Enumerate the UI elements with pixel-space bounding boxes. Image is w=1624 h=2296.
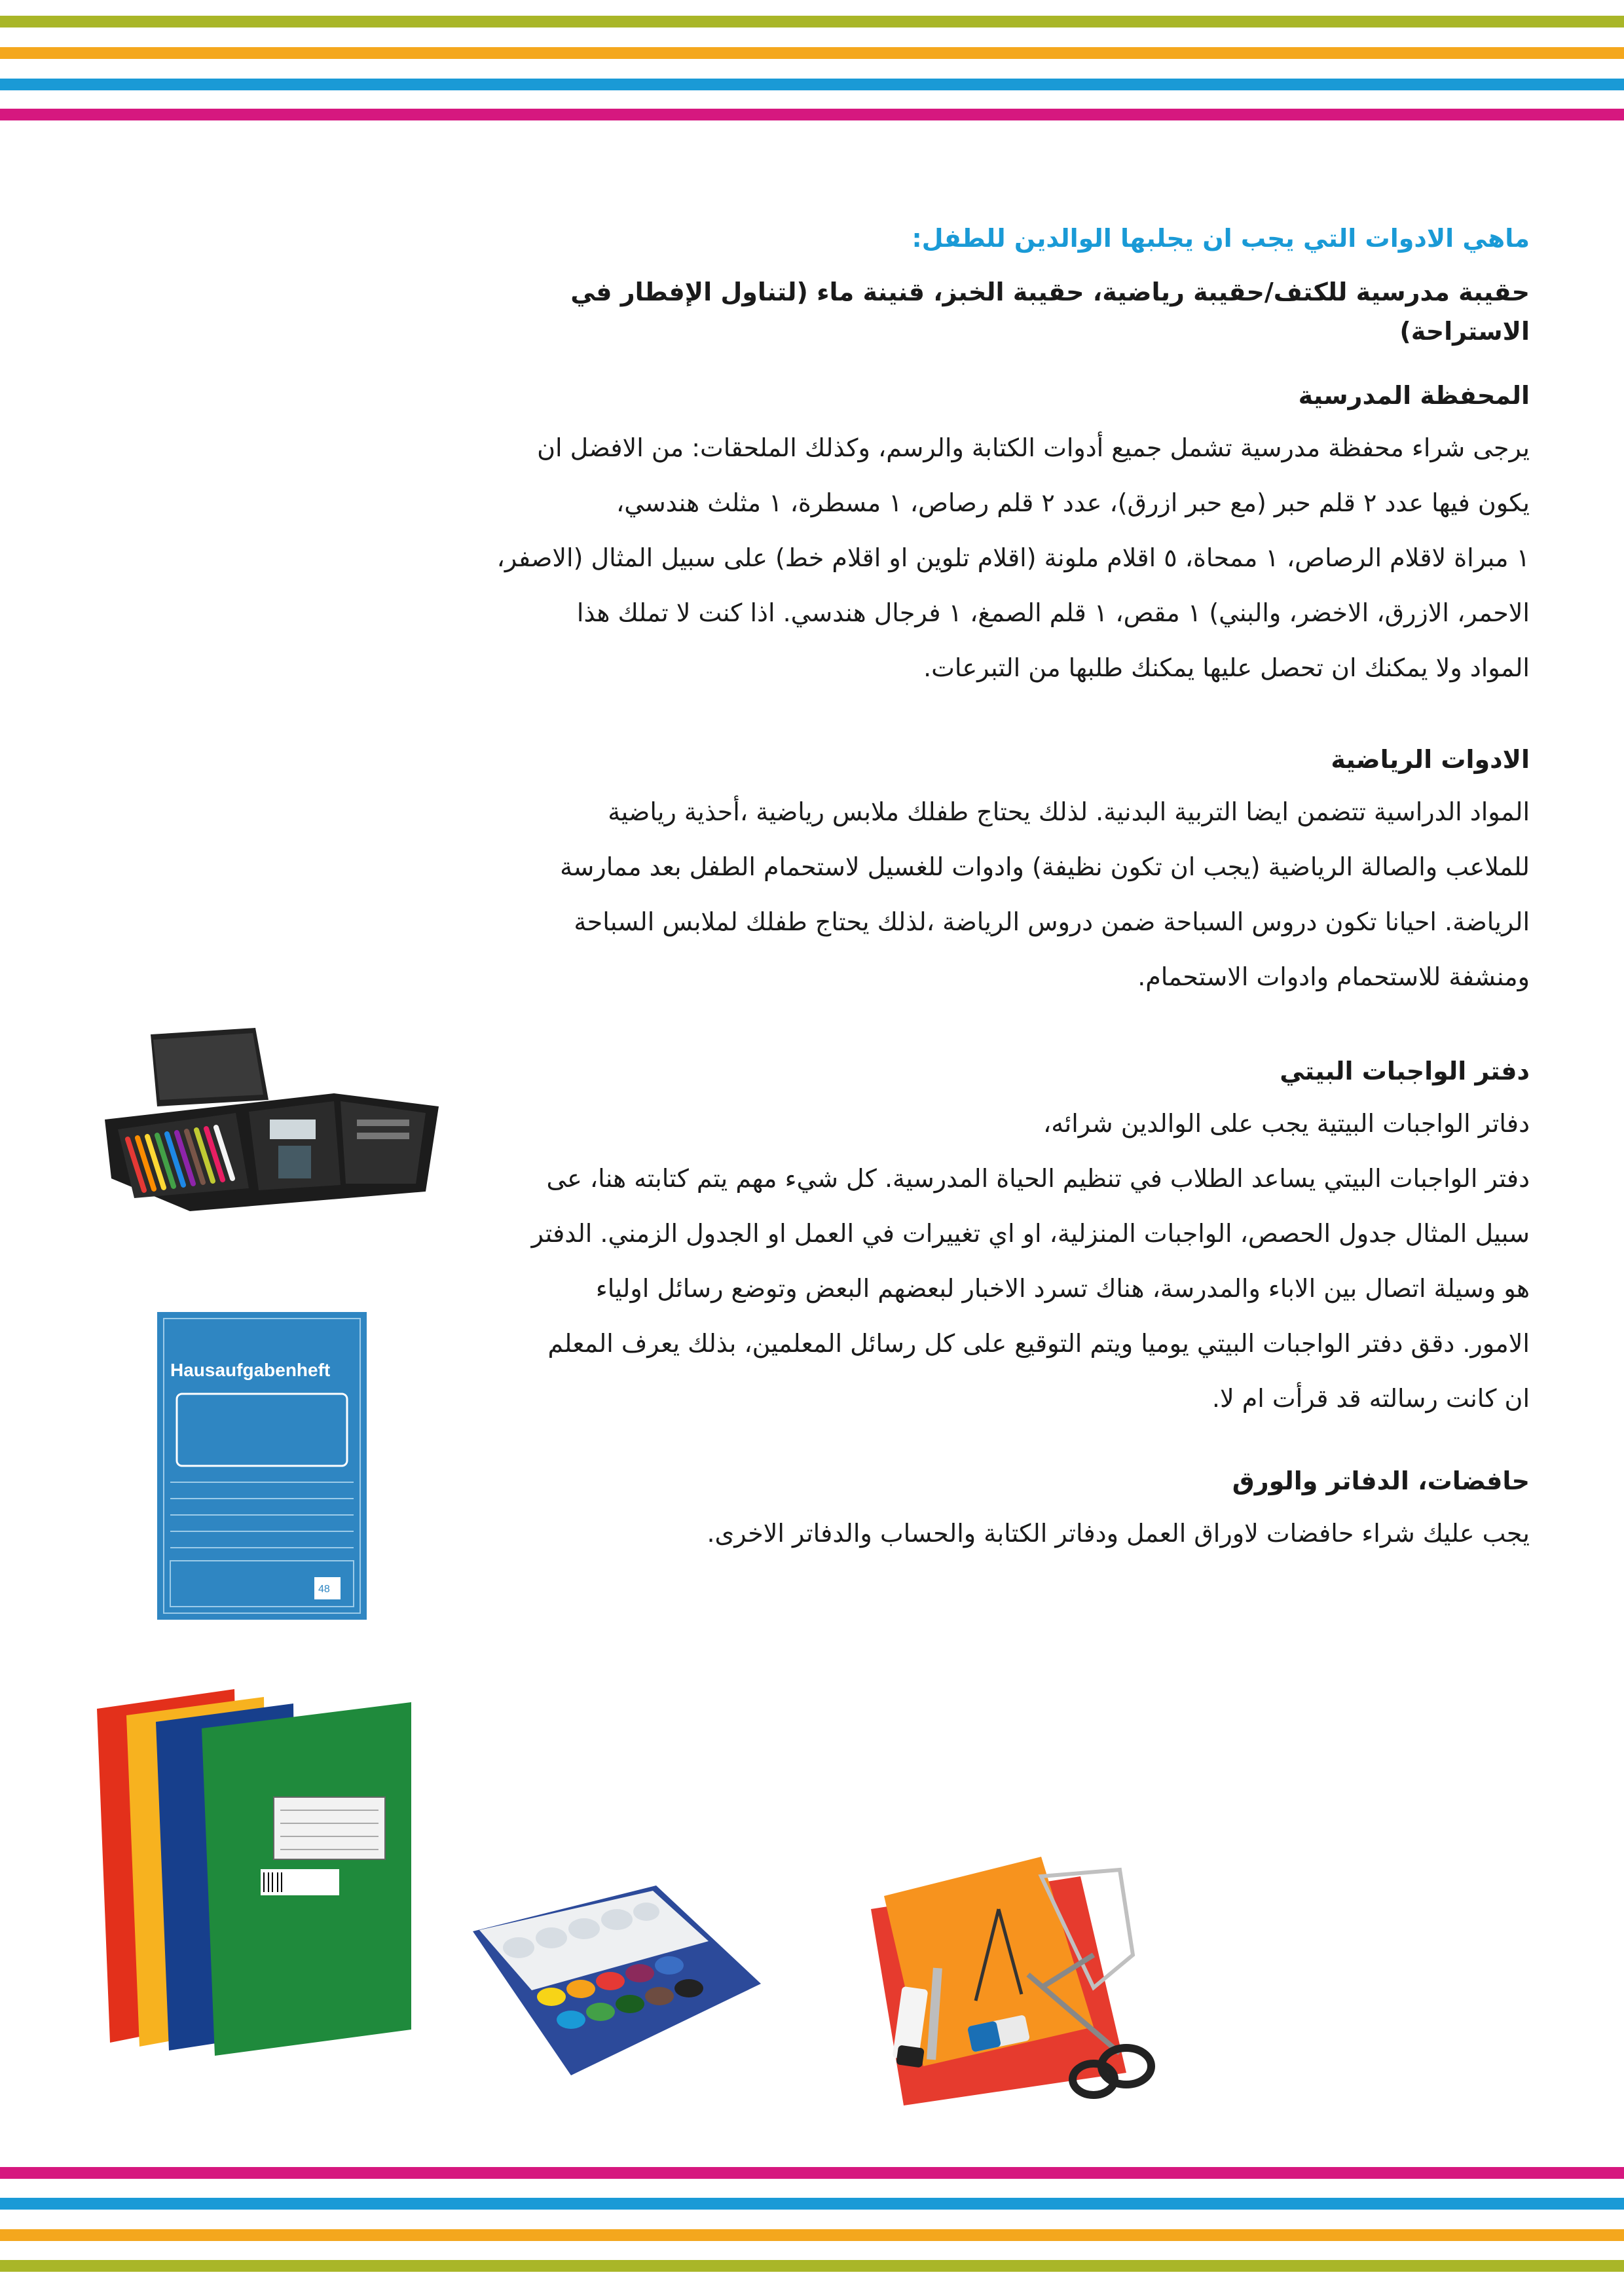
section-line: الامور. دقق دفتر الواجبات البيتي يوميا ويتم التوقيع على كل رسائل المعلمين، بذلك يعرف المعلم: [547, 1329, 1530, 1358]
section-line: دفتر الواجبات البيتي يساعد الطلاب في تنظيم الحياة المدرسية. كل شيء مهم يتم كتابته هنا، عى: [546, 1164, 1530, 1193]
section-line: ومنشفة للاستحمام وادوات الاستحمام.: [1137, 962, 1530, 991]
section-line: المواد ولا يمكنك ان تحصل عليها يمكنك طلبها من التبرعات.: [923, 653, 1530, 682]
bottom-stripe-orange: [0, 2229, 1624, 2241]
homework-book-title: Hausaufgabenheft: [170, 1360, 331, 1380]
notebooks-photo: [97, 1689, 418, 2056]
top-stripe-magenta: [0, 109, 1624, 120]
homework-book-photo: [157, 1312, 367, 1620]
section-line: سبيل المثال جدول الحصص، الواجبات المنزلية، او اي تغييرات في العمل او الجدول الزمني. الدفتر: [531, 1219, 1530, 1248]
bottom-stripe-magenta: [0, 2167, 1624, 2179]
section-line: يجب عليك شراء حافضات لاوراق العمل ودفاتر الكتابة والحساب والدفاتر الاخرى.: [707, 1519, 1530, 1548]
craft-supplies-photo: [845, 1857, 1159, 2105]
intro-block: [432, 219, 1530, 351]
section-line: ان كانت رسالته قد قرأت ام لا.: [1211, 1384, 1530, 1413]
section-line: المواد الدراسية تتضمن ايضا التربية البدنية. لذلك يحتاج طفلك ملابس رياضية ،أحذية رياضية: [608, 797, 1530, 826]
section-line: يرجى شراء محفظة مدرسية تشمل جميع أدوات الكتابة والرسم، وكذلك الملحقات: من الافضل ان: [537, 433, 1530, 462]
section-line: الاحمر، الازرق، الاخضر، والبني) ١ مقص، ١ قلم الصمغ، ١ فرجال هندسي. اذا كنت لا تملك هذا: [576, 598, 1530, 627]
pencil-case-photo: [98, 1021, 439, 1218]
intro-text: حقيبة مدرسية للكتف/حقيبة رياضية، حقيبة الخبز، قنينة ماء (لتناول الإفطار في الاستراحة): [570, 278, 1530, 346]
bottom-stripe-blue: [0, 2198, 1624, 2210]
section-heading: الادوات الرياضية: [1331, 745, 1530, 774]
section-line: يكون فيها عدد ٢ قلم حبر (مع حبر ازرق)، عدد ٢ قلم رصاص، ١ مسطرة، ١ مثلث هندسي،: [616, 488, 1530, 517]
intro-title: ماهي الادوات التي يجب ان يجلبها الوالدين للطفل:: [912, 224, 1530, 253]
section-heading: دفتر الواجبات البيتي: [1280, 1057, 1530, 1085]
top-stripe-blue: [0, 79, 1624, 90]
section-line: للملاعب والصالة الرياضية (يجب ان تكون نظيفة) وادوات للغسيل لاستحمام الطفل بعد ممارسة: [560, 852, 1530, 881]
section-line: دفاتر الواجبات البيتية يجب على الوالدين شرائه،: [1043, 1109, 1530, 1138]
section-line: الرياضة. احيانا تكون دروس السباحة ضمن دروس الرياضة ،لذلك يحتاج طفلك لملابس السباحة: [574, 907, 1530, 936]
section-pencil-case: [432, 376, 1530, 695]
watercolor-paint-box-photo: [473, 1886, 761, 2075]
section-heading: المحفظة المدرسية: [1298, 381, 1530, 410]
section-sports: [432, 740, 1530, 1004]
bottom-stripe-green: [0, 2260, 1624, 2272]
top-stripe-green: [0, 16, 1624, 27]
section-line: ١ مبراة لاقلام الرصاص، ١ ممحاة، ٥ اقلام ملونة (اقلام تلوين او اقلام خط) على سبيل المثال (الاصفر،: [496, 543, 1530, 572]
top-stripe-orange: [0, 47, 1624, 59]
section-folders: [432, 1461, 1530, 1561]
section-line: هو وسيلة اتصال بين الاباء والمدرسة، هناك تسرد الاخبار لبعضهم البعض وتوضع رسائل اولياء: [595, 1274, 1530, 1303]
section-homework-book: [432, 1051, 1530, 1426]
homework-book-badge: 48: [318, 1584, 330, 1595]
section-heading: حافضات، الدفاتر والورق: [1232, 1467, 1530, 1495]
